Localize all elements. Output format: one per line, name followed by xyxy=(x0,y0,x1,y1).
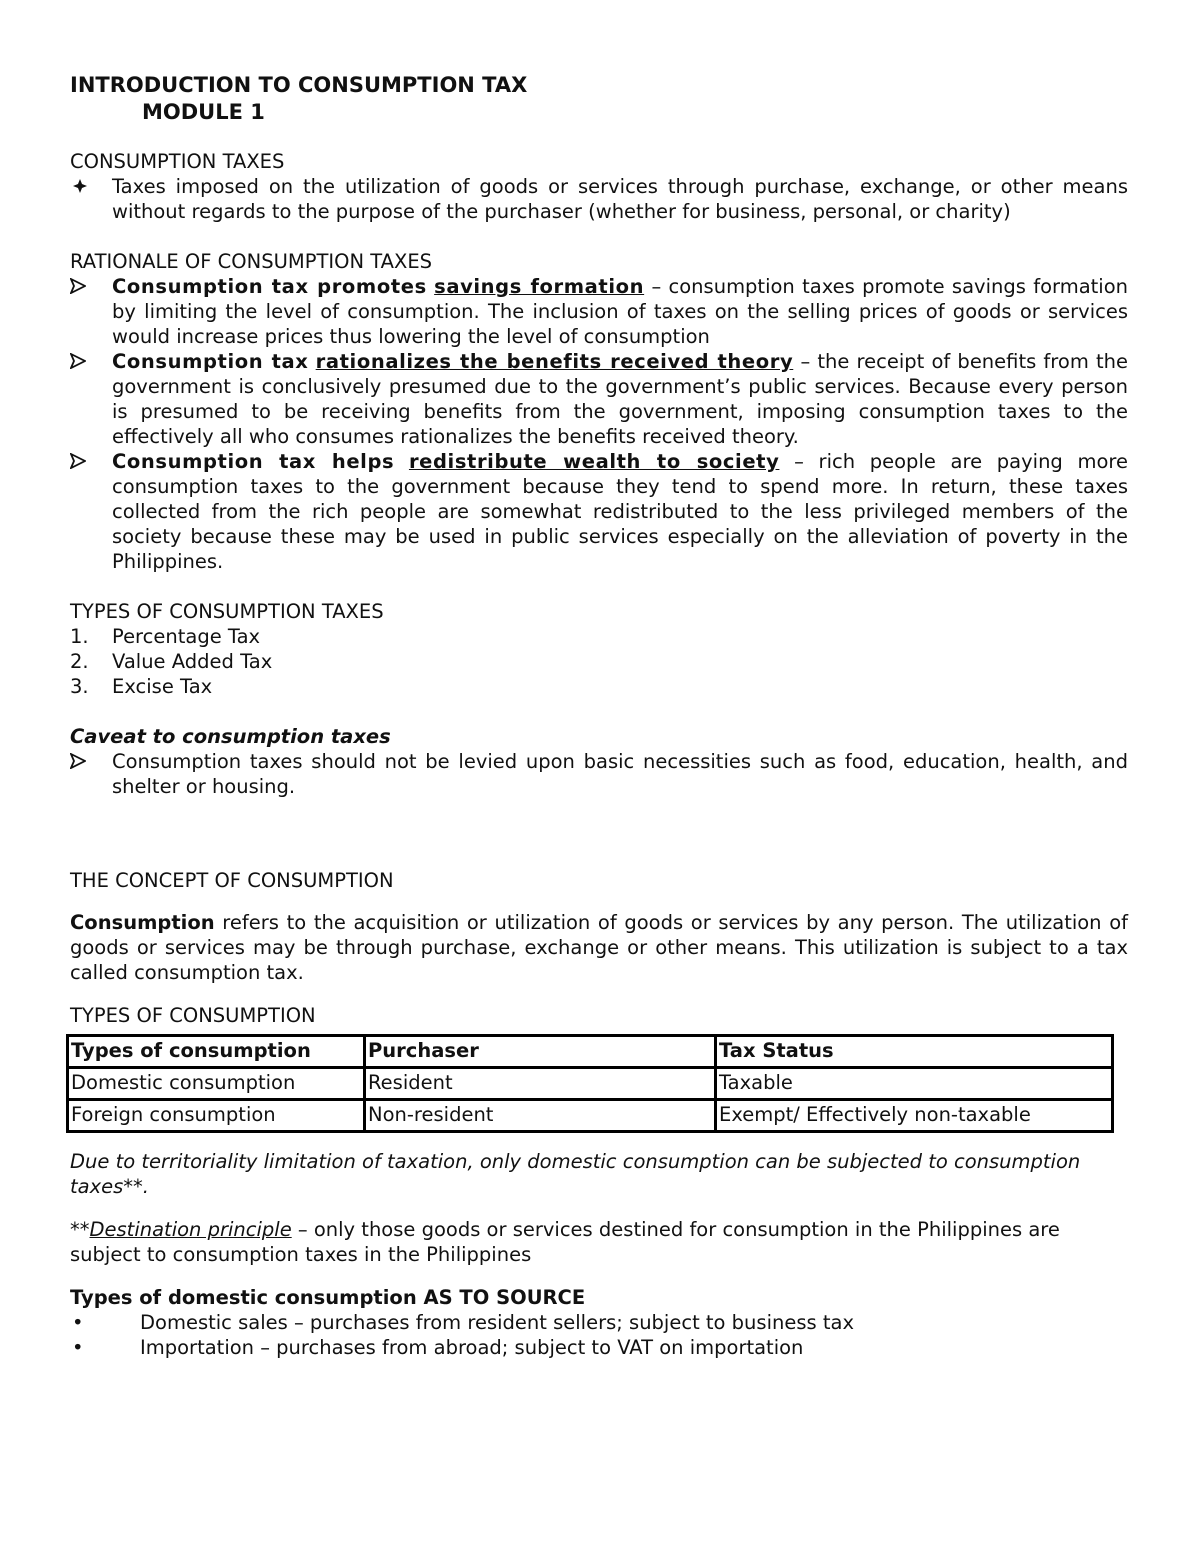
destination-term: Destination principle xyxy=(89,1218,292,1241)
rationale-text: – rich people are paying more consumption taxes to the government because they tend to spend more. In return, these taxes collected from the rich people are somewhat redistributed to the less privileged members of the society because these may be used in public services especially on the alleviation of poverty in the Philippines. xyxy=(112,450,1129,573)
concept-term: Consumption xyxy=(70,911,215,934)
rationale-heading: RATIONALE OF CONSUMPTION TAXES xyxy=(70,250,433,273)
list-number: 3. xyxy=(70,675,89,698)
list-number: 1. xyxy=(70,625,89,648)
rationale-lead: Consumption tax helps xyxy=(112,450,395,473)
bullet-dot: • xyxy=(72,1336,84,1359)
concept-heading: THE CONCEPT OF CONSUMPTION xyxy=(70,869,394,892)
table-cell: Exempt/ Effectively non-taxable xyxy=(716,1100,1113,1132)
rationale-item-benefits xyxy=(70,349,1128,449)
module-label: MODULE 1 xyxy=(142,100,265,124)
rationale-item-redistribute xyxy=(70,449,1128,574)
arrowhead-bullet-icon xyxy=(70,349,86,374)
list-label: Excise Tax xyxy=(112,675,213,698)
diamond-bullet-icon-graphic xyxy=(72,178,88,194)
list-item xyxy=(70,649,1128,674)
rationale-lead: Consumption tax xyxy=(112,350,309,373)
arrowhead-bullet-icon xyxy=(70,749,86,774)
bullet-dot: • xyxy=(72,1311,84,1334)
diamond-bullet-icon xyxy=(72,174,88,199)
list-label: Percentage Tax xyxy=(112,625,261,648)
types-of-taxes-heading: TYPES OF CONSUMPTION TAXES xyxy=(70,600,384,623)
table-cell: Taxable xyxy=(716,1068,1113,1100)
table-cell: Non-resident xyxy=(365,1100,716,1132)
rationale-key: savings formation xyxy=(434,275,645,298)
table-header-row xyxy=(68,1036,1113,1068)
arrowhead-bullet-icon xyxy=(70,449,86,474)
domestic-source-heading: Types of domestic consumption AS TO SOURCE xyxy=(70,1286,586,1309)
list-text: Domestic sales – purchases from resident sellers; subject to business tax xyxy=(140,1311,855,1334)
list-label: Value Added Tax xyxy=(112,650,273,673)
arrowhead-bullet-icon-graphic xyxy=(70,278,86,294)
definition-text: Taxes imposed on the utilization of goods or services through purchase, exchange, or other means without regards to the purpose of the purchaser (whether for business, personal, or charity) xyxy=(112,175,1128,223)
list-text: Importation – purchases from abroad; subject to VAT on importation xyxy=(140,1336,804,1359)
list-number: 2. xyxy=(70,650,89,673)
table-header-cell: Purchaser xyxy=(365,1036,716,1068)
document-title: INTRODUCTION TO CONSUMPTION TAX xyxy=(70,73,528,97)
table-header-cell: Types of consumption xyxy=(68,1036,365,1068)
destination-text: – only those goods or services destined for consumption in the Philippines are subject to consumption taxes in the Philippines xyxy=(70,1218,1060,1266)
table-cell: Foreign consumption xyxy=(68,1100,365,1132)
table-cell: Resident xyxy=(365,1068,716,1100)
rationale-lead: Consumption tax promotes xyxy=(112,275,427,298)
table-header-cell: Tax Status xyxy=(716,1036,1113,1068)
table-row xyxy=(68,1100,1113,1132)
caveat-text: Consumption taxes should not be levied upon basic necessities such as food, education, health, and shelter or housing. xyxy=(112,750,1128,798)
list-item xyxy=(70,1310,1128,1335)
arrowhead-bullet-icon-graphic xyxy=(70,453,86,469)
caveat-item xyxy=(70,749,1128,799)
territoriality-note: Due to territoriality limitation of taxation, only domestic consumption can be subjected to consumption taxes**. xyxy=(70,1150,1081,1198)
rationale-text: – consumption taxes promote savings formation by limiting the level of consumption. The inclusion of taxes on the selling prices of goods or services would increase prices thus lowering the level of consumption xyxy=(112,275,1128,348)
rationale-text: – the receipt of benefits from the government is conclusively presumed due to the government’s public services. Because every person is presumed to be receiving benefits from the government, imposing consumption taxes to the effectively all who consumes rationalizes the benefits received theory. xyxy=(112,350,1128,448)
list-item xyxy=(70,674,1128,699)
rationale-item-savings xyxy=(70,274,1128,349)
destination-prefix: ** xyxy=(70,1218,90,1241)
table-row xyxy=(68,1068,1113,1100)
consumption-types-table xyxy=(66,1034,1114,1133)
rationale-key: redistribute wealth to society xyxy=(408,450,780,473)
arrowhead-bullet-icon xyxy=(70,274,86,299)
concept-paragraph xyxy=(70,910,1128,985)
caveat-heading: Caveat to consumption taxes xyxy=(70,725,391,748)
rationale-key: rationalizes the benefits received theory xyxy=(315,350,794,373)
arrowhead-bullet-icon-graphic xyxy=(70,353,86,369)
list-item xyxy=(70,1335,1128,1360)
definition-item xyxy=(70,174,1128,224)
table-cell: Domestic consumption xyxy=(68,1068,365,1100)
list-item xyxy=(70,624,1128,649)
consumption-taxes-heading: CONSUMPTION TAXES xyxy=(70,150,285,173)
document-page xyxy=(70,72,1128,1360)
destination-paragraph xyxy=(70,1217,1128,1267)
concept-text: refers to the acquisition or utilization of goods or services by any person. The utilization of goods or services may be through purchase, exchange or other means. This utilization is subject to a tax called consumption tax. xyxy=(70,911,1128,984)
types-of-consumption-heading: TYPES OF CONSUMPTION xyxy=(70,1004,316,1027)
arrowhead-bullet-icon-graphic xyxy=(70,753,86,769)
